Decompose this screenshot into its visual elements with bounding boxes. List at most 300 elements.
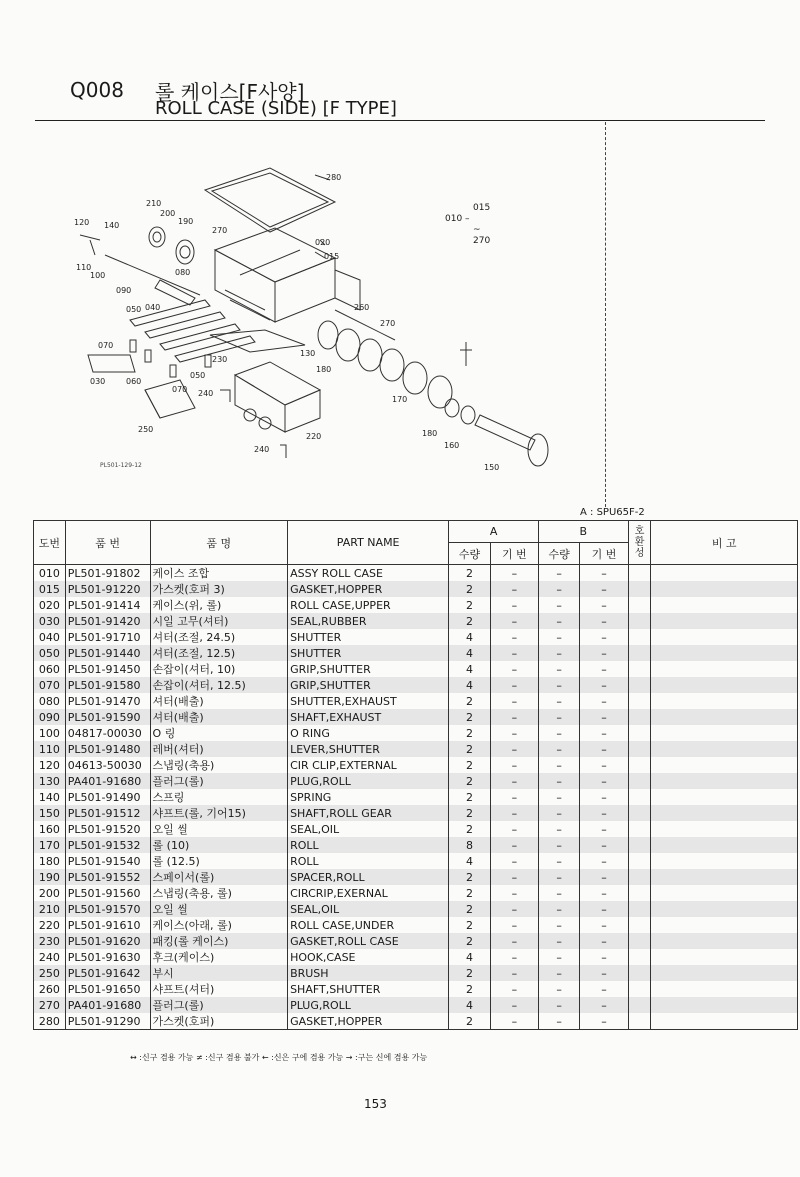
part-name-english: SPRING (288, 789, 449, 805)
qty-a: 2 (449, 1013, 490, 1030)
code-a: – (490, 869, 538, 885)
part-number: 04817-00030 (65, 725, 150, 741)
qty-a: 2 (449, 757, 490, 773)
part-name-korean: 셔터(배출) (150, 709, 288, 725)
row-number: 230 (34, 933, 66, 949)
compat-cell (628, 1013, 651, 1030)
table-row (34, 757, 798, 773)
table-row (34, 965, 798, 981)
compat-cell (628, 869, 651, 885)
part-name-korean: 가스켓(호퍼) (150, 1013, 288, 1030)
diagram-callout: 270 (380, 319, 396, 328)
code-a: – (490, 933, 538, 949)
code-a: – (490, 773, 538, 789)
code-b: – (580, 853, 628, 869)
code-a: – (490, 917, 538, 933)
part-name-english: SPACER,ROLL (288, 869, 449, 885)
diagram-callout: 150 (484, 463, 500, 472)
qty-a: 2 (449, 789, 490, 805)
code-a: – (490, 693, 538, 709)
figure-id: PL501-129-12 (100, 462, 142, 469)
remark-cell (651, 677, 798, 693)
part-name-korean: 스냅링(축용, 롤) (150, 885, 288, 901)
table-row (34, 981, 798, 997)
qty-a: 2 (449, 725, 490, 741)
part-name-english: GRIP,SHUTTER (288, 661, 449, 677)
code-a: – (490, 597, 538, 613)
qty-b: – (538, 645, 579, 661)
diagram-callout: 160 (444, 441, 460, 450)
qty-a: 4 (449, 677, 490, 693)
part-name-english: SHAFT,SHUTTER (288, 981, 449, 997)
code-b: – (580, 885, 628, 901)
table-row (34, 709, 798, 725)
code-a: – (490, 677, 538, 693)
remark-cell (651, 709, 798, 725)
qty-b: – (538, 965, 579, 981)
qty-a: 2 (449, 613, 490, 629)
part-number: PL501-91470 (65, 693, 150, 709)
qty-a: 2 (449, 741, 490, 757)
table-row (34, 853, 798, 869)
qty-b: – (538, 821, 579, 837)
compat-cell (628, 821, 651, 837)
part-name-korean: 레버(셔터) (150, 741, 288, 757)
parts-table (33, 520, 798, 1030)
row-number: 070 (34, 677, 66, 693)
qty-a: 2 (449, 981, 490, 997)
code-b: – (580, 709, 628, 725)
compat-cell (628, 885, 651, 901)
remark-cell (651, 1013, 798, 1030)
compat-cell (628, 565, 651, 582)
code-a: – (490, 581, 538, 597)
code-b: – (580, 997, 628, 1013)
code-a: – (490, 629, 538, 645)
code-b: – (580, 565, 628, 582)
header-rule (35, 120, 765, 121)
compat-cell (628, 805, 651, 821)
row-number: 060 (34, 661, 66, 677)
row-number: 130 (34, 773, 66, 789)
diagram-callout: 080 (175, 268, 191, 277)
compat-cell (628, 709, 651, 725)
qty-a: 2 (449, 805, 490, 821)
qty-a: 8 (449, 837, 490, 853)
part-number: PL501-91630 (65, 949, 150, 965)
code-b: – (580, 933, 628, 949)
diagram-callout: 240 (254, 445, 270, 454)
part-number: PL501-91580 (65, 677, 150, 693)
part-name-korean: 플러그(롤) (150, 773, 288, 789)
remark-cell (651, 629, 798, 645)
part-name-korean: 샤프트(롤, 기어15) (150, 805, 288, 821)
code-a: – (490, 965, 538, 981)
col-header-code-a: 기 번 (490, 543, 538, 565)
code-b: – (580, 613, 628, 629)
remark-cell (651, 757, 798, 773)
qty-a: 2 (449, 821, 490, 837)
table-row (34, 837, 798, 853)
remark-cell (651, 773, 798, 789)
part-number: PL501-91620 (65, 933, 150, 949)
part-name-korean: 케이스(아래, 롤) (150, 917, 288, 933)
qty-b: – (538, 805, 579, 821)
compat-cell (628, 997, 651, 1013)
code-a: – (490, 741, 538, 757)
row-number: 030 (34, 613, 66, 629)
diagram-callout: 210 (146, 199, 162, 208)
col-header-group-b: B (538, 521, 628, 543)
qty-a: 4 (449, 661, 490, 677)
compat-cell (628, 645, 651, 661)
remark-cell (651, 645, 798, 661)
qty-b: – (538, 597, 579, 613)
code-b: – (580, 741, 628, 757)
table-row (34, 661, 798, 677)
table-row (34, 645, 798, 661)
assembly-note (445, 203, 490, 247)
part-name-english: CIRCRIP,EXERNAL (288, 885, 449, 901)
remark-cell (651, 661, 798, 677)
part-name-english: GRIP,SHUTTER (288, 677, 449, 693)
part-name-english: GASKET,HOPPER (288, 1013, 449, 1030)
remark-cell (651, 725, 798, 741)
compat-cell (628, 693, 651, 709)
qty-a: 4 (449, 949, 490, 965)
row-number: 220 (34, 917, 66, 933)
diagram-callout: 090 (116, 286, 132, 295)
part-number: PL501-91414 (65, 597, 150, 613)
qty-b: – (538, 565, 579, 582)
diagram-callout: 070 (98, 341, 114, 350)
remark-cell (651, 949, 798, 965)
diagram-callout: 020 (315, 238, 331, 247)
qty-b: – (538, 917, 579, 933)
qty-b: – (538, 981, 579, 997)
remark-cell (651, 933, 798, 949)
qty-b: – (538, 1013, 579, 1030)
code-b: – (580, 981, 628, 997)
code-b: – (580, 597, 628, 613)
compat-cell (628, 661, 651, 677)
qty-b: – (538, 901, 579, 917)
table-row (34, 725, 798, 741)
diagram-callout: 200 (160, 209, 176, 218)
code-a: – (490, 885, 538, 901)
qty-a: 2 (449, 773, 490, 789)
part-number: PL501-91520 (65, 821, 150, 837)
row-number: 210 (34, 901, 66, 917)
remark-cell (651, 789, 798, 805)
diagram-callout: 270 (212, 226, 228, 235)
part-name-korean: 스프링 (150, 789, 288, 805)
qty-a: 2 (449, 869, 490, 885)
table-row (34, 917, 798, 933)
part-number: PL501-91560 (65, 885, 150, 901)
remark-cell (651, 805, 798, 821)
row-number: 015 (34, 581, 66, 597)
row-number: 020 (34, 597, 66, 613)
part-name-korean: 케이스 조합 (150, 565, 288, 582)
remark-cell (651, 869, 798, 885)
code-b: – (580, 757, 628, 773)
row-number: 200 (34, 885, 66, 901)
code-b: – (580, 693, 628, 709)
code-b: – (580, 821, 628, 837)
part-number: PL501-91512 (65, 805, 150, 821)
table-row (34, 933, 798, 949)
part-name-english: SHUTTER (288, 629, 449, 645)
row-number: 280 (34, 1013, 66, 1030)
part-name-korean: 손잡이(셔터, 10) (150, 661, 288, 677)
qty-b: – (538, 629, 579, 645)
section-title-korean: 롤 케이스[F사양] (155, 80, 305, 104)
qty-b: – (538, 677, 579, 693)
code-a: – (490, 645, 538, 661)
qty-a: 2 (449, 693, 490, 709)
part-number: 04613-50030 (65, 757, 150, 773)
table-row (34, 677, 798, 693)
part-name-english: ROLL (288, 853, 449, 869)
part-name-english: ASSY ROLL CASE (288, 565, 449, 582)
compat-cell (628, 741, 651, 757)
code-a: – (490, 757, 538, 773)
diagram-callout: 180 (422, 429, 438, 438)
note-line: 270 (473, 236, 491, 246)
col-header-code-b: 기 번 (580, 543, 628, 565)
part-number: PL501-91570 (65, 901, 150, 917)
table-row (34, 901, 798, 917)
compat-cell (628, 581, 651, 597)
part-name-korean: 후크(케이스) (150, 949, 288, 965)
compat-cell (628, 629, 651, 645)
diagram-callout: 030 (90, 377, 106, 386)
part-number: PL501-91540 (65, 853, 150, 869)
code-b: – (580, 773, 628, 789)
part-name-korean: O 링 (150, 725, 288, 741)
part-number: PL501-91802 (65, 565, 150, 582)
qty-a: 4 (449, 645, 490, 661)
diagram-callout: 050 (190, 371, 206, 380)
diagram-callout: 170 (392, 395, 408, 404)
exploded-parts-diagram (60, 140, 620, 480)
qty-b: – (538, 949, 579, 965)
part-number: PL501-91610 (65, 917, 150, 933)
diagram-callout: 220 (306, 432, 322, 441)
table-row (34, 629, 798, 645)
code-a: – (490, 949, 538, 965)
compat-cell (628, 981, 651, 997)
part-name-english: SHAFT,EXHAUST (288, 709, 449, 725)
code-a: – (490, 837, 538, 853)
diagram-callout: 280 (326, 173, 342, 182)
compat-cell (628, 853, 651, 869)
code-b: – (580, 1013, 628, 1030)
code-a: – (490, 565, 538, 582)
col-header-name-ko: 품 명 (150, 521, 288, 565)
part-name-english: LEVER,SHUTTER (288, 741, 449, 757)
remark-cell (651, 565, 798, 582)
col-header-remark: 비 고 (651, 521, 798, 565)
qty-b: – (538, 709, 579, 725)
code-a: – (490, 1013, 538, 1030)
part-number: PL501-91490 (65, 789, 150, 805)
part-number: PL501-91440 (65, 645, 150, 661)
qty-a: 4 (449, 997, 490, 1013)
table-row (34, 773, 798, 789)
part-name-english: HOOK,CASE (288, 949, 449, 965)
code-a: – (490, 725, 538, 741)
table-row (34, 565, 798, 582)
qty-b: – (538, 613, 579, 629)
part-name-korean: 케이스(위, 롤) (150, 597, 288, 613)
note-line: 015 (473, 203, 491, 213)
table-row (34, 581, 798, 597)
row-number: 170 (34, 837, 66, 853)
row-number: 190 (34, 869, 66, 885)
row-number: 080 (34, 693, 66, 709)
code-a: – (490, 901, 538, 917)
part-name-english: SHAFT,ROLL GEAR (288, 805, 449, 821)
diagram-callout: 180 (316, 365, 332, 374)
remark-cell (651, 917, 798, 933)
table-row (34, 805, 798, 821)
part-name-korean: 셔터(조절, 24.5) (150, 629, 288, 645)
diagram-callout: 060 (126, 377, 142, 386)
code-b: – (580, 645, 628, 661)
row-number: 100 (34, 725, 66, 741)
table-row (34, 949, 798, 965)
diagram-callout: 015 (324, 252, 340, 261)
code-b: – (580, 661, 628, 677)
part-number: PA401-91680 (65, 997, 150, 1013)
code-b: – (580, 677, 628, 693)
remark-cell (651, 885, 798, 901)
qty-a: 2 (449, 965, 490, 981)
code-b: – (580, 725, 628, 741)
qty-a: 4 (449, 853, 490, 869)
compat-cell (628, 613, 651, 629)
compat-cell (628, 789, 651, 805)
part-name-korean: 스냅링(축용) (150, 757, 288, 773)
part-name-korean: 오일 씰 (150, 901, 288, 917)
part-name-korean: 부시 (150, 965, 288, 981)
part-name-korean: 스페이서(롤) (150, 869, 288, 885)
part-name-english: PLUG,ROLL (288, 773, 449, 789)
diagram-callout: 140 (104, 221, 120, 230)
table-row (34, 693, 798, 709)
code-b: – (580, 869, 628, 885)
code-a: – (490, 981, 538, 997)
part-name-english: ROLL CASE,UNDER (288, 917, 449, 933)
part-name-korean: 셔터(조절, 12.5) (150, 645, 288, 661)
row-number: 160 (34, 821, 66, 837)
table-row (34, 869, 798, 885)
part-name-english: SHUTTER (288, 645, 449, 661)
qty-a: 2 (449, 933, 490, 949)
part-number: PL501-91590 (65, 709, 150, 725)
compat-cell (628, 677, 651, 693)
part-number: PL501-91220 (65, 581, 150, 597)
code-b: – (580, 901, 628, 917)
part-number: PL501-91650 (65, 981, 150, 997)
col-header-no: 도번 (34, 521, 66, 565)
row-number: 050 (34, 645, 66, 661)
note-line: 010 – (445, 214, 470, 224)
qty-b: – (538, 853, 579, 869)
compat-cell (628, 933, 651, 949)
diagram-callout: 230 (212, 355, 228, 364)
qty-b: – (538, 869, 579, 885)
row-number: 120 (34, 757, 66, 773)
part-name-english: SEAL,RUBBER (288, 613, 449, 629)
col-header-qty-a: 수량 (449, 543, 490, 565)
model-label: A : SPU65F-2 (580, 507, 645, 518)
table-row (34, 789, 798, 805)
code-b: – (580, 629, 628, 645)
remark-cell (651, 581, 798, 597)
row-number: 270 (34, 997, 66, 1013)
section-code: Q008 (70, 78, 124, 102)
compat-cell (628, 773, 651, 789)
qty-b: – (538, 725, 579, 741)
part-name-english: GASKET,HOPPER (288, 581, 449, 597)
row-number: 090 (34, 709, 66, 725)
diagram-callout: 240 (198, 389, 214, 398)
table-row (34, 997, 798, 1013)
code-b: – (580, 917, 628, 933)
compat-cell (628, 725, 651, 741)
qty-b: – (538, 837, 579, 853)
diagram-callout: 070 (172, 385, 188, 394)
part-name-korean: 셔터(배출) (150, 693, 288, 709)
part-number: PL501-91450 (65, 661, 150, 677)
diagram-callout: 120 (74, 218, 90, 227)
part-name-english: BRUSH (288, 965, 449, 981)
section-title-english: ROLL CASE (SIDE) [F TYPE] (155, 98, 397, 119)
part-number: PL501-91420 (65, 613, 150, 629)
code-a: – (490, 997, 538, 1013)
remark-cell (651, 597, 798, 613)
part-number: PL501-91552 (65, 869, 150, 885)
row-number: 140 (34, 789, 66, 805)
remark-cell (651, 981, 798, 997)
qty-b: – (538, 757, 579, 773)
row-number: 110 (34, 741, 66, 757)
remark-cell (651, 821, 798, 837)
diagram-callout: 110 (76, 263, 92, 272)
col-header-qty-b: 수량 (538, 543, 579, 565)
diagram-callout: 260 (354, 303, 370, 312)
part-name-korean: 손잡이(셔터, 12.5) (150, 677, 288, 693)
part-name-english: GASKET,ROLL CASE (288, 933, 449, 949)
diagram-callout: 190 (178, 217, 194, 226)
code-b: – (580, 837, 628, 853)
col-header-compat: 호환성 (628, 521, 651, 565)
table-row (34, 885, 798, 901)
remark-cell (651, 965, 798, 981)
qty-a: 4 (449, 629, 490, 645)
page-number: 153 (364, 1097, 387, 1111)
part-name-english: ROLL CASE,UPPER (288, 597, 449, 613)
qty-b: – (538, 773, 579, 789)
remark-cell (651, 997, 798, 1013)
diagram-callout: 050 (126, 305, 142, 314)
remark-cell (651, 853, 798, 869)
compat-cell (628, 917, 651, 933)
part-name-english: SEAL,OIL (288, 901, 449, 917)
